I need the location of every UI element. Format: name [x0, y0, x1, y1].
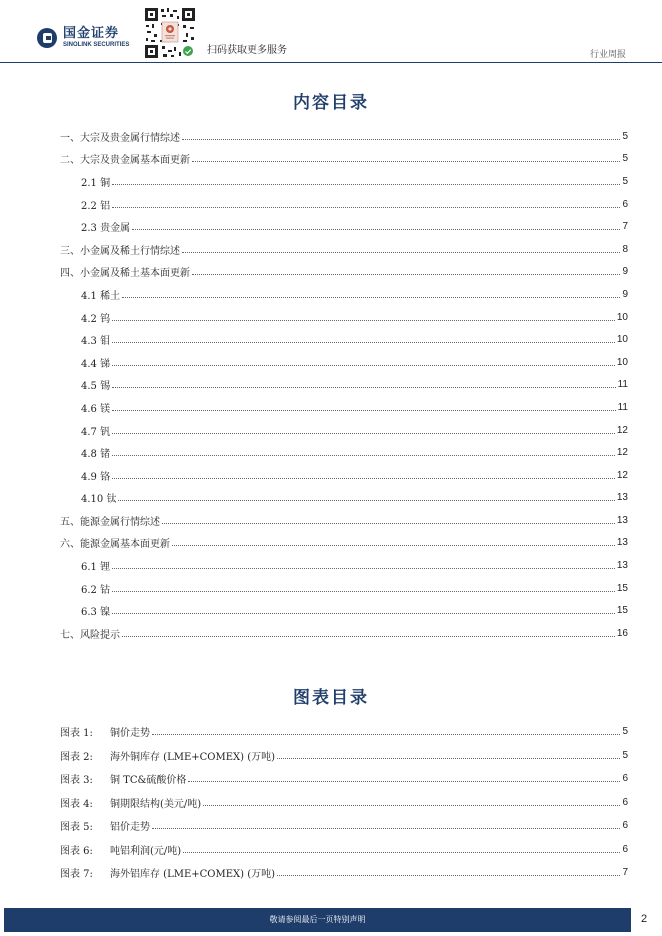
figure-entry-number: 图表 2:	[60, 751, 93, 763]
dot-leader	[112, 320, 615, 321]
dot-leader	[188, 781, 620, 782]
dot-leader	[192, 161, 620, 162]
figure-entry-page: 5	[622, 726, 628, 738]
dot-leader	[112, 433, 615, 434]
logo-mark-icon	[37, 28, 57, 48]
list-of-figures	[60, 720, 628, 885]
figure-entry-name: 铝价走势	[110, 822, 150, 834]
figure-entry-number: 图表 5:	[60, 822, 93, 834]
dot-leader	[112, 387, 616, 388]
dot-leader	[162, 523, 615, 524]
dot-leader	[277, 875, 620, 876]
dot-leader	[132, 229, 620, 230]
toc-entry-label: 6.1 锂	[81, 562, 111, 574]
dot-leader	[172, 545, 615, 546]
figure-entry-name: 铜期限结构(美元/吨)	[110, 798, 202, 810]
dot-leader	[182, 252, 620, 253]
logo-english-name: SINOLINK SECURITIES	[63, 42, 130, 48]
toc-entry-page: 5	[622, 153, 628, 165]
figure-entry-number: 图表 7:	[60, 869, 93, 881]
toc-entry-page: 15	[616, 605, 628, 617]
toc-entry[interactable]	[60, 554, 628, 577]
toc-entry[interactable]	[60, 509, 628, 532]
figure-entry[interactable]	[60, 767, 628, 791]
dot-leader	[122, 297, 620, 298]
toc-entry-page: 9	[622, 288, 628, 300]
toc-entry[interactable]	[60, 487, 628, 510]
toc-entry[interactable]	[60, 170, 628, 193]
toc-entry-page: 5	[622, 130, 628, 142]
figure-entry-name: 铜价走势	[110, 728, 150, 740]
toc-entry[interactable]	[60, 532, 628, 555]
toc-entry-page: 13	[616, 492, 628, 504]
figure-entry-page: 7	[622, 867, 628, 879]
figure-entry-number: 图表 4:	[60, 798, 93, 810]
toc-entry-label: 4.10 钛	[81, 494, 117, 506]
toc-entry-page: 5	[622, 175, 628, 187]
toc-entry-label: 三、小金属及稀土行情综述	[60, 245, 180, 257]
report-type-label: 行业周报	[589, 50, 626, 60]
toc-entry[interactable]	[60, 351, 628, 374]
toc-entry-label: 六、能源金属基本面更新	[60, 539, 170, 551]
dot-leader	[112, 455, 615, 456]
figure-entry[interactable]	[60, 814, 628, 838]
toc-entry-page: 11	[617, 379, 628, 391]
table-of-contents	[60, 125, 628, 645]
dot-leader	[112, 365, 615, 366]
toc-entry[interactable]	[60, 441, 628, 464]
figure-entry[interactable]	[60, 861, 628, 885]
toc-entry-page: 13	[616, 537, 628, 549]
dot-leader	[112, 342, 615, 343]
toc-entry-label: 4.2 钨	[81, 313, 111, 325]
toc-entry-page: 11	[617, 401, 628, 413]
figure-entry-page: 6	[622, 796, 628, 808]
figure-entry-page: 6	[622, 820, 628, 832]
toc-entry-page: 7	[622, 221, 628, 233]
sinolink-logo	[37, 27, 129, 48]
dot-leader	[118, 500, 614, 501]
toc-entry-label: 4.5 锡	[81, 381, 111, 393]
toc-entry[interactable]	[60, 599, 628, 622]
figure-entry-number: 图表 3:	[60, 775, 93, 787]
toc-entry[interactable]	[60, 238, 628, 261]
figure-entry-number: 图表 1:	[60, 728, 93, 740]
figure-entry-name: 吨铝利润(元/吨)	[110, 845, 182, 857]
dot-leader	[203, 805, 620, 806]
toc-entry[interactable]	[60, 374, 628, 397]
toc-entry[interactable]	[60, 622, 628, 645]
toc-entry-page: 15	[616, 582, 628, 594]
logo-chinese-name: 国金证券	[63, 26, 120, 41]
toc-entry-label: 6.3 镍	[81, 607, 111, 619]
dot-leader	[112, 410, 616, 411]
dot-leader	[122, 636, 615, 637]
toc-entry-label: 6.2 钴	[81, 584, 111, 596]
toc-title: 内容目录	[293, 93, 369, 113]
footer-disclaimer[interactable]: 敬请参阅最后一页特别声明	[269, 915, 366, 924]
toc-entry-label: 2.1 铜	[81, 177, 111, 189]
header-divider	[0, 62, 662, 63]
page-number: 2	[641, 913, 648, 925]
toc-entry-label: 4.8 锗	[81, 449, 111, 461]
toc-entry-label: 七、风险提示	[60, 629, 120, 641]
figure-entry-page: 6	[622, 843, 628, 855]
toc-entry-label: 五、能源金属行情综述	[60, 516, 160, 528]
toc-entry-label: 2.2 铝	[81, 200, 111, 212]
figure-entry-page: 5	[622, 749, 628, 761]
toc-entry-page: 13	[616, 514, 628, 526]
toc-entry-label: 2.3 贵金属	[81, 223, 131, 235]
figure-entry-page: 6	[622, 773, 628, 785]
figure-entry[interactable]	[60, 838, 628, 862]
toc-entry[interactable]	[60, 215, 628, 238]
toc-entry-page: 9	[622, 266, 628, 278]
toc-entry-label: 4.6 镁	[81, 403, 111, 415]
dot-leader	[112, 613, 615, 614]
toc-entry-label: 4.1 稀土	[81, 290, 121, 302]
toc-entry-page: 10	[616, 356, 628, 368]
toc-entry-page: 12	[616, 424, 628, 436]
toc-entry[interactable]	[60, 193, 628, 216]
toc-entry-label: 4.3 钼	[81, 336, 111, 348]
dot-leader	[112, 568, 615, 569]
dot-leader	[112, 478, 615, 479]
toc-entry[interactable]	[60, 306, 628, 329]
dot-leader	[152, 828, 620, 829]
toc-entry[interactable]	[60, 283, 628, 306]
figures-title: 图表目录	[293, 688, 369, 708]
toc-entry-page: 10	[616, 311, 628, 323]
toc-entry-page: 13	[616, 560, 628, 572]
toc-entry[interactable]	[60, 464, 628, 487]
toc-entry-page: 6	[622, 198, 628, 210]
dot-leader	[183, 852, 620, 853]
dot-leader	[112, 591, 615, 592]
toc-entry-label: 4.9 铬	[81, 471, 111, 483]
toc-entry-label: 4.7 钒	[81, 426, 111, 438]
figure-entry-name: 铜 TC&硫酸价格	[110, 775, 187, 787]
dot-leader	[112, 207, 620, 208]
figure-entry-name: 海外铝库存 (LME+COMEX) (万吨)	[110, 869, 276, 881]
dot-leader	[182, 139, 620, 140]
toc-entry-page: 16	[616, 627, 628, 639]
toc-entry-page: 8	[622, 243, 628, 255]
figure-entry-number: 图表 6:	[60, 845, 93, 857]
dot-leader	[152, 734, 620, 735]
toc-entry[interactable]	[60, 577, 628, 600]
toc-entry-label: 二、大宗及贵金属基本面更新	[60, 155, 190, 167]
footer-bar	[4, 908, 631, 932]
figure-entry-name: 海外铜库存 (LME+COMEX) (万吨)	[110, 751, 276, 763]
toc-entry[interactable]	[60, 328, 628, 351]
figure-entry[interactable]	[60, 744, 628, 768]
toc-entry[interactable]	[60, 396, 628, 419]
toc-entry-page: 10	[616, 334, 628, 346]
toc-entry[interactable]	[60, 125, 628, 148]
dot-leader	[192, 274, 620, 275]
toc-entry-label: 一、大宗及贵金属行情综述	[60, 132, 180, 144]
toc-entry-label: 4.4 锑	[81, 358, 111, 370]
dot-leader	[112, 184, 620, 185]
toc-entry-page: 12	[616, 469, 628, 481]
toc-entry-label: 四、小金属及稀土基本面更新	[60, 268, 190, 280]
dot-leader	[277, 758, 620, 759]
toc-entry[interactable]	[60, 148, 628, 171]
qr-caption: 扫码获取更多服务	[207, 45, 287, 56]
page-header	[0, 0, 662, 64]
toc-entry-page: 12	[616, 447, 628, 459]
qr-code-icon[interactable]	[143, 6, 197, 60]
toc-entry[interactable]	[60, 261, 628, 284]
figure-entry[interactable]	[60, 791, 628, 815]
toc-entry[interactable]	[60, 419, 628, 442]
figure-entry[interactable]	[60, 720, 628, 744]
